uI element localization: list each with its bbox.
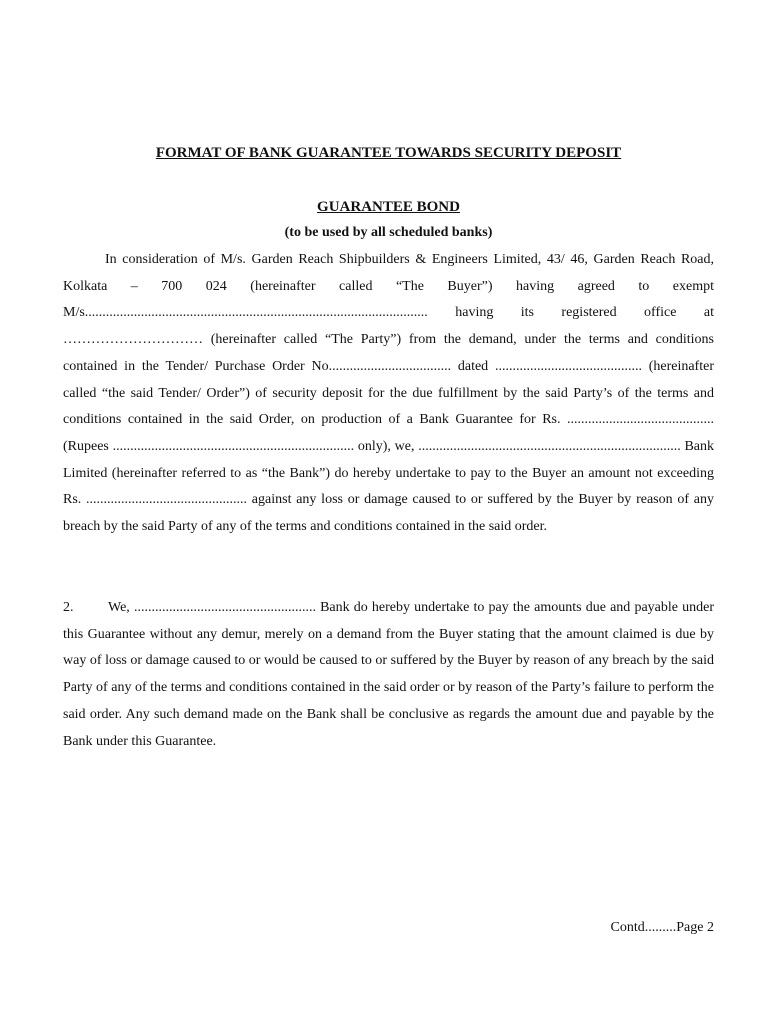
continuation-note: Contd.........Page 2 (610, 920, 714, 935)
paragraph-2 (63, 595, 714, 755)
document-page (63, 0, 714, 1024)
paragraph-2-text: We, .................................................... Bank do hereby undertake to pay the amounts due and payable under this Guarantee without any demur, merely on a demand from the Buyer stating that the amount claimed is due by way of loss or damage caused to or would be caused to or suffered by the Buyer by reason of any breach by the said Party of any of the terms and conditions contained in the said order or by reason of the Party’s failure to perform the said order. Any such demand made on the Bank shall be conclusive as regards the amount due and payable by the Bank under this Guarantee. (63, 600, 714, 749)
document-title: FORMAT OF BANK GUARANTEE TOWARDS SECURITY DEPOSIT (155, 145, 622, 161)
bond-subtitle: (to be used by all scheduled banks) (284, 225, 493, 240)
paragraph-1-text: In consideration of M/s. Garden Reach Shipbuilders & Engineers Limited, 43/ 46, Garden Reach Road, Kolkata – 700 024 (hereinafter called “The Buyer”) having agreed to exempt M/s.................................................................................................. having its registered office at ………………………… (hereinafter called “The Party”) from the demand, under the terms and conditions contained in the Tender/ Purchase Order No................................... dated .......................................... (hereinafter called “the said Tender/ Order”) of security deposit for the due fulfillment by the said Party’s of the terms and conditions contained in the said Order, on production of a Bank Guarantee for Rs. .......................................... (Rupees ..................................................................... only), we, ........................................................................... Bank Limited (hereinafter referred to as “the Bank”) do hereby undertake to pay to the Buyer an amount not exceeding Rs. .............................................. against any loss or damage caused to or suffered by the Buyer by reason of any breach by the said Party of any of the terms and conditions contained in the said order. (63, 252, 714, 535)
paragraph-1 (63, 247, 714, 541)
paragraph-2-number: 2. (63, 600, 74, 615)
bond-title: GUARANTEE BOND (317, 199, 460, 215)
